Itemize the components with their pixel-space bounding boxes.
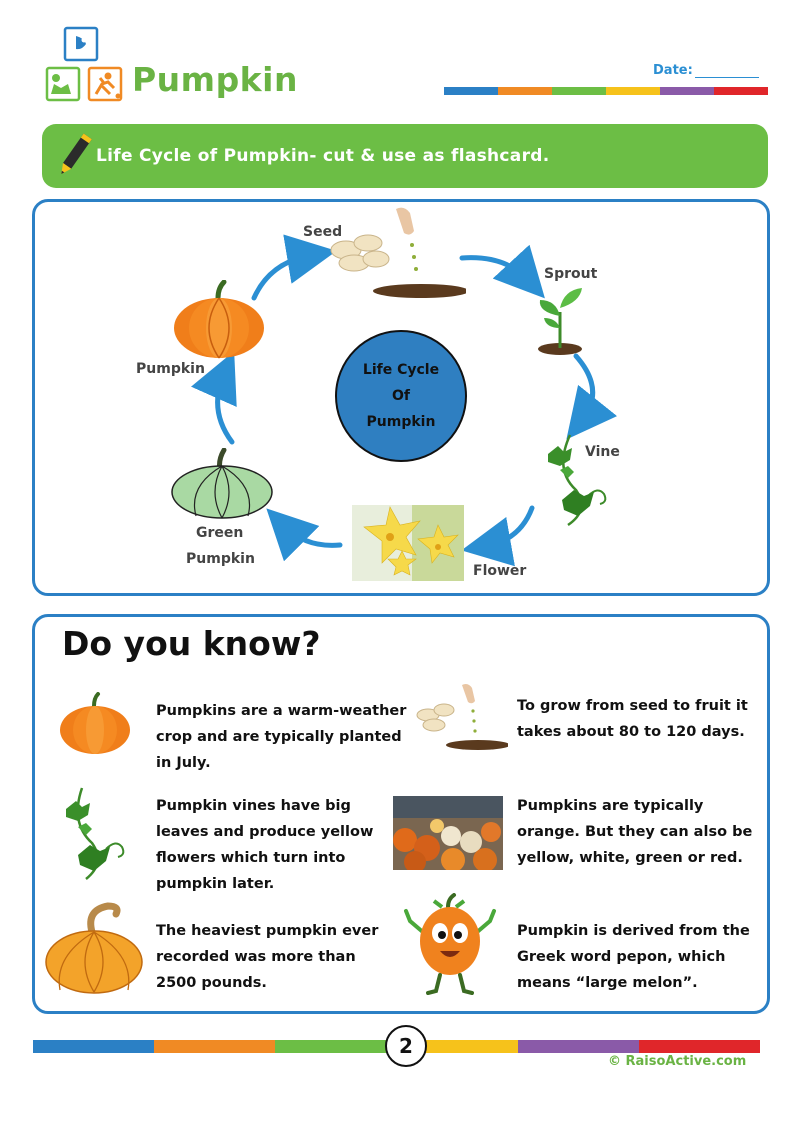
banner-text: Life Cycle of Pumpkin- cut & use as flashcard. (96, 146, 550, 166)
vine-small-icon (62, 785, 134, 881)
fact-vines (156, 793, 373, 897)
pumpkin-market-photo (393, 796, 503, 870)
arrow-flower-to-green (284, 526, 340, 545)
fact-line: 2500 pounds. (156, 975, 267, 991)
center-line-2: Of (392, 388, 410, 404)
heavy-pumpkin-icon (44, 902, 144, 994)
stage-label-green-line1: Green (196, 525, 244, 541)
center-line-3: Pumpkin (366, 414, 436, 430)
fact-line: means “large melon”. (517, 975, 698, 991)
date-label: Date: (653, 63, 693, 78)
pumpkin-small-icon (58, 692, 132, 756)
fact-line: in July. (156, 755, 211, 771)
fact-line: Pumpkin is derived from the (517, 923, 750, 939)
copyright-text: © RaisoActive.com (608, 1054, 747, 1069)
fact-line: flowers which turn into (156, 850, 346, 866)
cycle-center-circle (335, 330, 467, 462)
pumpkin-illustration (172, 280, 266, 360)
fact-line: To grow from seed to fruit it (517, 698, 748, 714)
stripe-segment-2 (154, 1040, 275, 1053)
fact-pepon (517, 918, 750, 996)
sprout-illustration (535, 284, 585, 356)
stripe-segment-6 (639, 1040, 760, 1053)
stage-label-green-line2: Pumpkin (186, 551, 255, 567)
green-pumpkin-illustration (168, 448, 276, 520)
stage-label-flower: Flower (473, 563, 527, 579)
arrow-green-to-pumpkin (218, 374, 232, 442)
seed-small-icon (414, 683, 508, 751)
cycle-center-title (351, 357, 451, 435)
fact-grow-days (517, 693, 748, 745)
pumpkin-character-icon (402, 893, 498, 997)
fact-line: recorded was more than (156, 949, 356, 965)
page-title: Pumpkin (132, 60, 298, 99)
do-you-know-title: Do you know? (62, 624, 321, 663)
fact-line: takes about 80 to 120 days. (517, 724, 745, 740)
stage-label-sprout: Sprout (544, 266, 598, 282)
fact-line: Pumpkins are a warm-weather (156, 703, 407, 719)
flower-illustration (352, 505, 464, 581)
fact-line: Pumpkins are typically (517, 798, 704, 814)
fact-line: orange. But they can also be (517, 824, 753, 840)
stage-label-seed: Seed (303, 224, 343, 240)
center-line-1: Life Cycle (362, 362, 440, 378)
fact-line: leaves and produce yellow (156, 824, 374, 840)
seed-illustration (326, 205, 466, 300)
fact-line: crop and are typically planted (156, 729, 402, 745)
stage-label-pumpkin: Pumpkin (136, 361, 205, 377)
fact-line: pumpkin later. (156, 876, 275, 892)
fact-line: yellow, white, green or red. (517, 850, 743, 866)
fact-heaviest (156, 918, 378, 996)
fact-line: The heaviest pumpkin ever (156, 923, 379, 939)
fact-warm-weather (156, 698, 406, 776)
arrow-seed-to-sprout (462, 258, 528, 280)
arrow-sprout-to-vine (576, 356, 593, 420)
stripe-segment-5 (518, 1040, 639, 1053)
stage-label-vine: Vine (585, 444, 620, 460)
stripe-segment-3 (275, 1040, 396, 1053)
stripe-segment-1 (33, 1040, 154, 1053)
arrow-vine-to-flower (486, 508, 532, 546)
page-number: 2 (385, 1025, 427, 1067)
fact-line: Pumpkin vines have big (156, 798, 351, 814)
fact-colors (517, 793, 752, 871)
fact-line: Greek word pepon, which (517, 949, 726, 965)
